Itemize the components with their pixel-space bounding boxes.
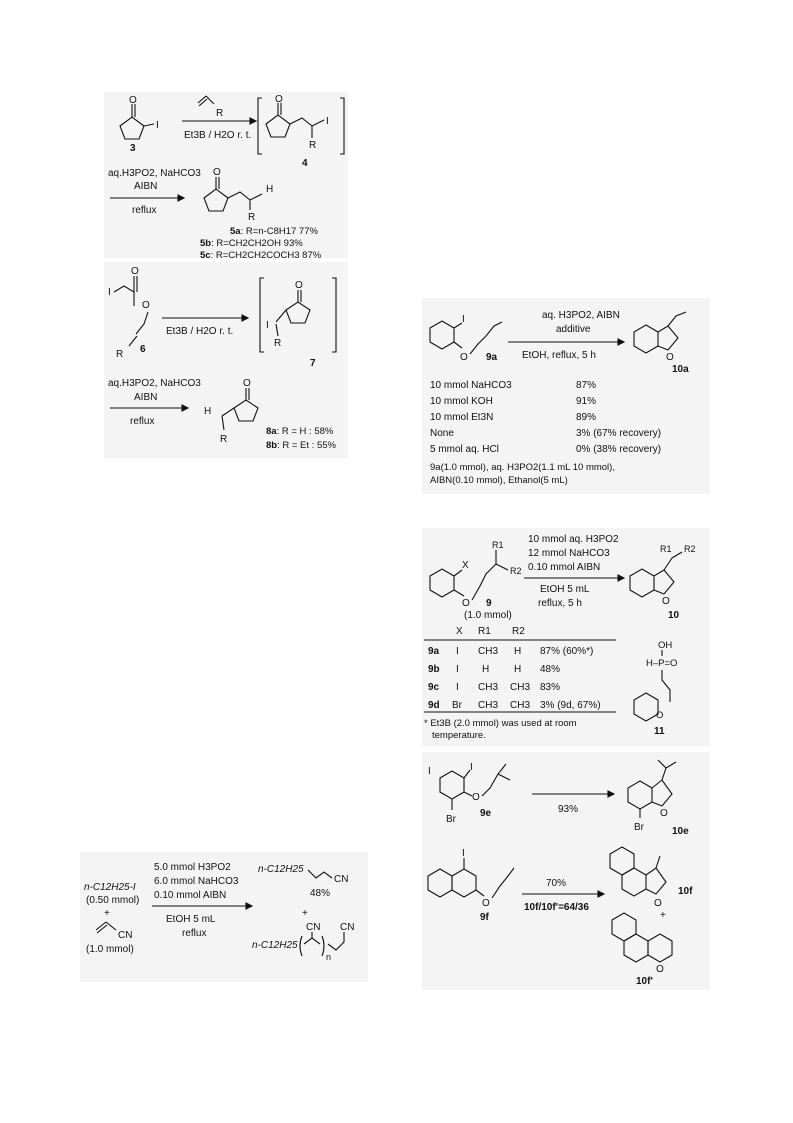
- svg-text:10e: 10e: [672, 826, 689, 837]
- svg-text:H: H: [514, 664, 522, 675]
- svg-text:temperature.: temperature.: [432, 730, 486, 741]
- svg-text:AIBN(0.10 mmol), Ethanol(5 mL): AIBN(0.10 mmol), Ethanol(5 mL): [430, 475, 568, 486]
- svg-text:9b: 9b: [428, 664, 440, 675]
- scheme-4-graphic: [422, 528, 710, 746]
- svg-text:I: I: [108, 287, 111, 298]
- svg-text:O: O: [213, 167, 221, 178]
- scheme-1-graphic: [104, 92, 348, 258]
- svg-text:CH3: CH3: [510, 700, 531, 711]
- svg-text:n-C12H25-I: n-C12H25-I: [84, 882, 136, 893]
- svg-text:OH: OH: [658, 640, 673, 651]
- svg-text:10f: 10f: [678, 886, 693, 897]
- svg-text:O: O: [462, 598, 470, 609]
- svg-text:(0.50 mmol): (0.50 mmol): [86, 895, 140, 906]
- svg-text:0.10 mmol AIBN: 0.10 mmol AIBN: [528, 562, 601, 573]
- svg-text:70%: 70%: [546, 878, 567, 889]
- svg-text:I: I: [428, 766, 431, 777]
- svg-text:Br: Br: [634, 822, 644, 833]
- svg-text:EtOH 5 mL: EtOH 5 mL: [166, 914, 216, 925]
- svg-text:n-C12H25: n-C12H25: [258, 864, 304, 875]
- byproduct-11: [634, 640, 677, 737]
- product-oligomer: [252, 922, 354, 962]
- svg-text:I: I: [456, 646, 459, 657]
- cmpd-3-label: 3: [130, 143, 136, 154]
- svg-text:10 mmol Et3N: 10 mmol Et3N: [430, 412, 494, 423]
- svg-text:48%: 48%: [540, 664, 561, 675]
- alkene-R: R: [216, 108, 224, 119]
- scheme-2-graphic: [104, 262, 348, 458]
- svg-text:+: +: [104, 908, 110, 919]
- svg-text:I: I: [462, 848, 465, 859]
- svg-text:5c: R=CH2CH2COCH3 87%: 5c: R=CH2CH2COCH3 87%: [200, 250, 322, 258]
- scheme-5-panel: [422, 752, 710, 840]
- additive-table: [430, 380, 661, 455]
- svg-text:O: O: [654, 898, 662, 909]
- svg-text:9a: 9a: [428, 646, 440, 657]
- substrate-9e: [428, 762, 510, 825]
- svg-text:CH3: CH3: [510, 682, 531, 693]
- svg-text:O: O: [142, 300, 150, 311]
- svg-text:H: H: [266, 184, 274, 195]
- svg-text:89%: 89%: [576, 412, 597, 423]
- table-row: [428, 700, 601, 711]
- svg-text:H: H: [514, 646, 522, 657]
- svg-text:9a(1.0 mmol), aq. H3PO2(1.1 mL: 9a(1.0 mmol), aq. H3PO2(1.1 mL 10 mmol),: [430, 462, 615, 473]
- svg-text:8b: R = Et : 55%: 8b: R = Et : 55%: [266, 440, 336, 451]
- svg-text:6.0 mmol NaHCO3: 6.0 mmol NaHCO3: [154, 876, 239, 887]
- svg-text:aq. H3PO2, AIBN: aq. H3PO2, AIBN: [542, 310, 620, 321]
- svg-text:CH3: CH3: [478, 700, 499, 711]
- scheme-7-panel: [80, 852, 368, 982]
- product-10: [630, 544, 696, 621]
- svg-text:9: 9: [486, 598, 492, 609]
- svg-text:Br: Br: [446, 814, 456, 825]
- svg-text:8a: R = H : 58%: 8a: R = H : 58%: [266, 426, 334, 437]
- svg-text:O: O: [662, 596, 670, 607]
- svg-text:9f: 9f: [480, 912, 489, 923]
- step1-conditions: Et3B / H2O r. t.: [184, 130, 252, 141]
- svg-text:X: X: [462, 560, 469, 571]
- svg-text:5b: R=CH2CH2OH 93%: 5b: R=CH2CH2OH 93%: [200, 238, 303, 249]
- svg-text:10f/10f'=64/36: 10f/10f'=64/36: [524, 902, 589, 913]
- acrylonitrile: [96, 922, 132, 941]
- svg-text:0.10 mmol AIBN: 0.10 mmol AIBN: [154, 890, 227, 901]
- svg-text:n-C12H25: n-C12H25: [252, 940, 298, 951]
- svg-text:reflux: reflux: [132, 205, 157, 216]
- table-row: [428, 682, 560, 693]
- svg-text:H: H: [482, 664, 490, 675]
- svg-text:O: O: [129, 95, 137, 106]
- svg-text:48%: 48%: [310, 888, 331, 899]
- svg-text:Et3B / H2O r. t.: Et3B / H2O r. t.: [166, 326, 234, 337]
- svg-text:H–P=O: H–P=O: [646, 658, 678, 669]
- intermediate-7: [260, 278, 336, 369]
- scheme-5-graphic: [422, 752, 710, 840]
- svg-text:10 mmol NaHCO3: 10 mmol NaHCO3: [430, 380, 512, 391]
- lactone-3-structure: [120, 95, 159, 154]
- svg-text:CN: CN: [306, 922, 321, 933]
- svg-text:O: O: [295, 280, 303, 291]
- product-10fp: [612, 913, 672, 987]
- svg-text:87%: 87%: [576, 380, 597, 391]
- sm-3-I: I: [156, 120, 159, 131]
- scheme-6-panel: [422, 840, 710, 990]
- svg-text:aq.H3PO2, NaHCO3: aq.H3PO2, NaHCO3: [108, 378, 201, 389]
- svg-text:O: O: [275, 94, 283, 105]
- product-10e: [628, 760, 689, 837]
- svg-text:O: O: [660, 808, 668, 819]
- svg-text:n: n: [326, 952, 332, 962]
- svg-text:R1: R1: [478, 626, 491, 637]
- svg-text:+: +: [660, 910, 666, 921]
- svg-text:AIBN: AIBN: [134, 392, 158, 403]
- svg-text:5.0 mmol H3PO2: 5.0 mmol H3PO2: [154, 862, 231, 873]
- svg-text:EtOH, reflux, 5 h: EtOH, reflux, 5 h: [522, 350, 596, 361]
- cmpd-4-label: 4: [302, 158, 308, 169]
- svg-text:10: 10: [668, 610, 680, 621]
- svg-text:O: O: [472, 792, 480, 803]
- svg-text:O: O: [482, 898, 490, 909]
- svg-text:I: I: [456, 664, 459, 675]
- svg-text:reflux, 5 h: reflux, 5 h: [538, 598, 582, 609]
- svg-text:reflux: reflux: [182, 928, 207, 939]
- svg-text:I: I: [470, 762, 473, 773]
- svg-text:10f': 10f': [636, 976, 653, 987]
- svg-text:CN: CN: [334, 874, 349, 885]
- svg-text:O: O: [131, 266, 139, 277]
- svg-text:R: R: [309, 140, 317, 151]
- svg-text:CH3: CH3: [478, 682, 499, 693]
- svg-text:O: O: [656, 710, 664, 721]
- scheme-4-panel: [422, 528, 710, 746]
- scheme-6-graphic: [422, 840, 710, 990]
- svg-text:10a: 10a: [672, 364, 689, 375]
- svg-text:10 mmol KOH: 10 mmol KOH: [430, 396, 493, 407]
- svg-text:X: X: [456, 626, 463, 637]
- svg-text:Br: Br: [452, 700, 462, 711]
- svg-text:O: O: [656, 964, 664, 975]
- svg-text:R1: R1: [492, 540, 504, 550]
- svg-text:reflux: reflux: [130, 416, 155, 427]
- scheme-1-panel: [104, 92, 348, 258]
- svg-text:(1.0 mmol): (1.0 mmol): [86, 944, 134, 955]
- svg-text:83%: 83%: [540, 682, 561, 693]
- svg-text:CN: CN: [340, 922, 355, 933]
- svg-text:O: O: [243, 378, 251, 389]
- svg-text:R1: R1: [660, 544, 672, 554]
- aryl-ether-9a: [430, 314, 502, 363]
- svg-text:R: R: [248, 212, 256, 223]
- svg-text:93%: 93%: [558, 804, 579, 815]
- intermediate-4: [258, 94, 344, 169]
- step2-line1: aq.H3PO2, NaHCO3: [108, 168, 201, 179]
- svg-text:R: R: [274, 338, 282, 349]
- product-nitrile: [258, 864, 348, 899]
- product-8: [204, 378, 258, 445]
- svg-text:I: I: [456, 682, 459, 693]
- product-10f: [610, 847, 693, 909]
- svg-text:* Et3B (2.0 mmol) was used at: * Et3B (2.0 mmol) was used at room: [424, 718, 577, 729]
- svg-text:CH3: CH3: [478, 646, 499, 657]
- svg-text:9d: 9d: [428, 700, 440, 711]
- svg-text:O: O: [666, 352, 674, 363]
- svg-text:(1.0 mmol): (1.0 mmol): [464, 610, 512, 621]
- svg-text:9e: 9e: [480, 808, 492, 819]
- svg-text:5a: R=n-C8H17 77%: 5a: R=n-C8H17 77%: [230, 226, 318, 237]
- svg-text:0% (38% recovery): 0% (38% recovery): [576, 444, 662, 455]
- svg-text:R2: R2: [510, 566, 522, 576]
- cmpd-6-label: 6: [140, 344, 146, 355]
- svg-text:AIBN: AIBN: [134, 181, 158, 192]
- product-5: [204, 167, 273, 223]
- scheme-3-graphic: [422, 298, 710, 494]
- svg-text:5 mmol aq. HCl: 5 mmol aq. HCl: [430, 444, 499, 455]
- svg-text:87% (60%*): 87% (60%*): [540, 646, 594, 657]
- dihydrobenzofuran-10a: [634, 312, 689, 375]
- svg-text:I: I: [462, 314, 465, 325]
- svg-text:11: 11: [654, 726, 665, 737]
- svg-text:R: R: [116, 349, 124, 360]
- svg-text:9c: 9c: [428, 682, 440, 693]
- svg-text:12 mmol NaHCO3: 12 mmol NaHCO3: [528, 548, 610, 559]
- svg-text:3% (67% recovery): 3% (67% recovery): [576, 428, 662, 439]
- alkene-structure: [198, 96, 223, 119]
- table-row: [428, 646, 593, 657]
- svg-text:O: O: [460, 352, 468, 363]
- allyl-ester-6: [108, 266, 150, 360]
- svg-text:+: +: [302, 908, 308, 919]
- cmpd-7-label: 7: [310, 358, 316, 369]
- svg-text:I: I: [326, 116, 329, 127]
- svg-text:I: I: [266, 320, 269, 331]
- svg-text:CN: CN: [118, 930, 133, 941]
- naphthyl-ether-9f: [428, 848, 514, 923]
- svg-text:R: R: [220, 434, 228, 445]
- svg-text:9a: 9a: [486, 352, 498, 363]
- svg-text:additive: additive: [556, 324, 591, 335]
- svg-text:10 mmol aq. H3PO2: 10 mmol aq. H3PO2: [528, 534, 619, 545]
- svg-text:EtOH 5 mL: EtOH 5 mL: [540, 584, 590, 595]
- svg-text:R2: R2: [684, 544, 696, 554]
- svg-text:3% (9d, 67%): 3% (9d, 67%): [540, 700, 601, 711]
- svg-text:None: None: [430, 428, 454, 439]
- table-row: [428, 664, 560, 675]
- yields-list: [200, 226, 322, 258]
- svg-text:R2: R2: [512, 626, 525, 637]
- scheme-7-graphic: [80, 852, 368, 982]
- scheme-3-panel: [422, 298, 710, 494]
- scheme-2-panel: [104, 262, 348, 458]
- svg-text:91%: 91%: [576, 396, 597, 407]
- substrate-9: [430, 540, 522, 621]
- svg-text:H: H: [204, 406, 212, 417]
- substrate-table: [424, 626, 616, 741]
